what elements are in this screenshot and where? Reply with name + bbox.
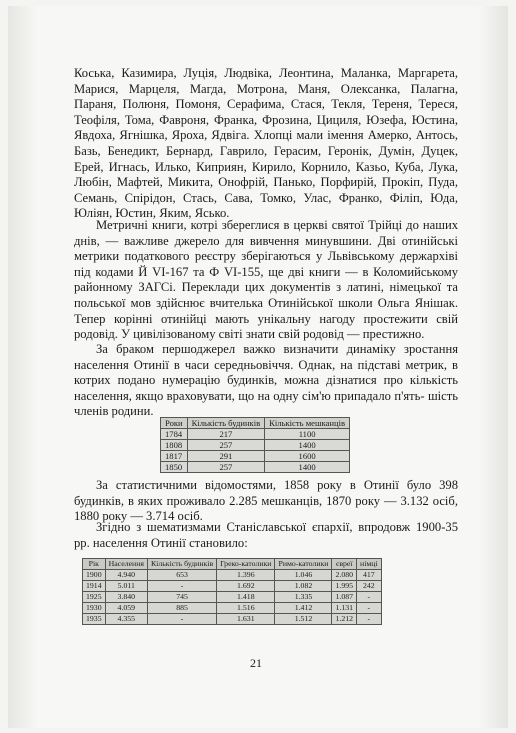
- table-header-cell: євреї: [332, 559, 357, 570]
- table-cell: 1.631: [217, 614, 275, 625]
- table-row: [83, 570, 382, 581]
- table-cell: 257: [187, 462, 265, 473]
- page-number: 21: [250, 656, 262, 670]
- table-row: [161, 451, 350, 462]
- table-cell: -: [357, 614, 382, 625]
- paragraph-statistics: [74, 478, 458, 525]
- table-cell: 3.840: [105, 592, 147, 603]
- table-cell: 1930: [83, 603, 106, 614]
- paragraph-metric-books: [74, 218, 458, 343]
- table-cell: 5.011: [105, 581, 147, 592]
- table-cell: 1.412: [275, 603, 332, 614]
- table-cell: 1.995: [332, 581, 357, 592]
- table-cell: 1850: [161, 462, 188, 473]
- paragraph-3: За браком першоджерел важко визначити динаміку зростання населення Отинії в часи середньовіччя. Однак, на підставі метрик, в котрих подано нумерацію будинків, можна дізнатися про кількість населення, якщо враховувати, що на одну сім'ю припадало п'ять- шість членів родини.: [74, 342, 458, 419]
- table-header-cell: Роки: [161, 418, 188, 429]
- table-row: [161, 440, 350, 451]
- table-cell: 1914: [83, 581, 106, 592]
- table-cell: 1935: [83, 614, 106, 625]
- table-row: [83, 603, 382, 614]
- table-cell: 1.087: [332, 592, 357, 603]
- table-cell: 291: [187, 451, 265, 462]
- table-cell: 885: [147, 603, 216, 614]
- table-row: [161, 462, 350, 473]
- table-cell: 1900: [83, 570, 106, 581]
- houses-residents-table: [160, 417, 350, 473]
- paragraph-5: Згідно з шематизмами Станіславської єпархії, впродовж 1900-35 рр. населення Отинії становило:: [74, 520, 458, 550]
- table-cell: 1.396: [217, 570, 275, 581]
- table-cell: 1.692: [217, 581, 275, 592]
- table-cell: 1817: [161, 451, 188, 462]
- table-cell: 1.516: [217, 603, 275, 614]
- table-cell: 1.335: [275, 592, 332, 603]
- table-cell: -: [357, 603, 382, 614]
- table-cell: 2.080: [332, 570, 357, 581]
- paragraph-names-list: [74, 66, 458, 222]
- table-cell: 1.512: [275, 614, 332, 625]
- table-cell: -: [147, 614, 216, 625]
- paragraph-4: За статистичними відомостями, 1858 року в Отинії було 398 будинків, в яких проживало 2.285 мешканців, 1870 року — 3.132 осіб, 1880 року — 3.714 осіб.: [74, 478, 458, 524]
- paragraph-population-dynamics: [74, 342, 458, 420]
- table-row: [83, 592, 382, 603]
- table-cell: -: [147, 581, 216, 592]
- table-row: [83, 614, 382, 625]
- table-cell: 4.355: [105, 614, 147, 625]
- paragraph-1: Коська, Казимира, Луція, Людвіка, Леонтина, Маланка, Маргарета, Марися, Марцеля, Магда, Мотрона, Маня, Олексанка, Палагна, Параня, Полюня, Помоня, Серафима, Стася, Текля, Тереня, Тереся, Теофіля, Тома, Фавроня, Франка, Фрозина, Цициля, Юзефа, Юстина, Явдоха, Ягнішка, Яроха, Ядвіга. Хлопці мали імення Амерко, Антось, Базь, Бенедикт, Бернард, Гаврило, Герасим, Геронік, Думін, Дуцек, Ерей, Игнась, Илько, Киприян, Кирило, Корнило, Казьо, Куба, Лука, Любін, Мафтей, Микита, Онофрій, Панько, Порфирій, Прокіп, Пуда, Семань, Спірідон, Стась, Сава, Томко, Улас, Франко, Філіп, Юда, Юліян, Юстин, Яким, Ясько.: [74, 66, 458, 221]
- table-row: [83, 581, 382, 592]
- table-header-cell: Рік: [83, 559, 106, 570]
- table-cell: 1784: [161, 429, 188, 440]
- table-header-row: [161, 418, 350, 429]
- table-cell: 1.212: [332, 614, 357, 625]
- table-header-cell: Римо-католики: [275, 559, 332, 570]
- table-cell: 1600: [265, 451, 350, 462]
- table-header-cell: Населення: [105, 559, 147, 570]
- table-cell: -: [357, 592, 382, 603]
- table-cell: 1400: [265, 440, 350, 451]
- table-cell: 745: [147, 592, 216, 603]
- table-header-row: [83, 559, 382, 570]
- table-cell: 653: [147, 570, 216, 581]
- table-header-cell: Кількість мешканців: [265, 418, 350, 429]
- table-cell: 217: [187, 429, 265, 440]
- table-row: [161, 429, 350, 440]
- table-cell: 417: [357, 570, 382, 581]
- paragraph-2: Метричні книги, котрі збереглися в церкві святої Трійці до наших днів, — важливе джерело для вивчення минувшини. Дві отинійські метрики податкового реєстру зберігаються у Львівському держархіві під кодами Й VI-167 та Ф VI-155, ще дві книги — в Коломийському районному ЗАГСі. Переклади цих документів з латині, німецької та польської мов здійснює вчителька Отинійської школи Ольга Янішак. Тепер корінні отинійці мають унікальну нагоду простежити свій родовід. У цивілізованому світі знати свій родовід — престижно.: [74, 218, 458, 342]
- table-header-cell: Кількість будинків: [187, 418, 265, 429]
- table-cell: 242: [357, 581, 382, 592]
- table-cell: 1.046: [275, 570, 332, 581]
- table-cell: 1400: [265, 462, 350, 473]
- paragraph-schematisms: [74, 520, 458, 551]
- table-cell: 1925: [83, 592, 106, 603]
- table-cell: 257: [187, 440, 265, 451]
- table-cell: 1808: [161, 440, 188, 451]
- table-cell: 1.418: [217, 592, 275, 603]
- table-cell: 1100: [265, 429, 350, 440]
- population-1900-1935-table: [82, 558, 382, 625]
- table-cell: 4.940: [105, 570, 147, 581]
- table-header-cell: німці: [357, 559, 382, 570]
- table-header-cell: Кількість будинків: [147, 559, 216, 570]
- table-cell: 1.131: [332, 603, 357, 614]
- table-cell: 4.059: [105, 603, 147, 614]
- table-header-cell: Греко-католики: [217, 559, 275, 570]
- table-cell: 1.082: [275, 581, 332, 592]
